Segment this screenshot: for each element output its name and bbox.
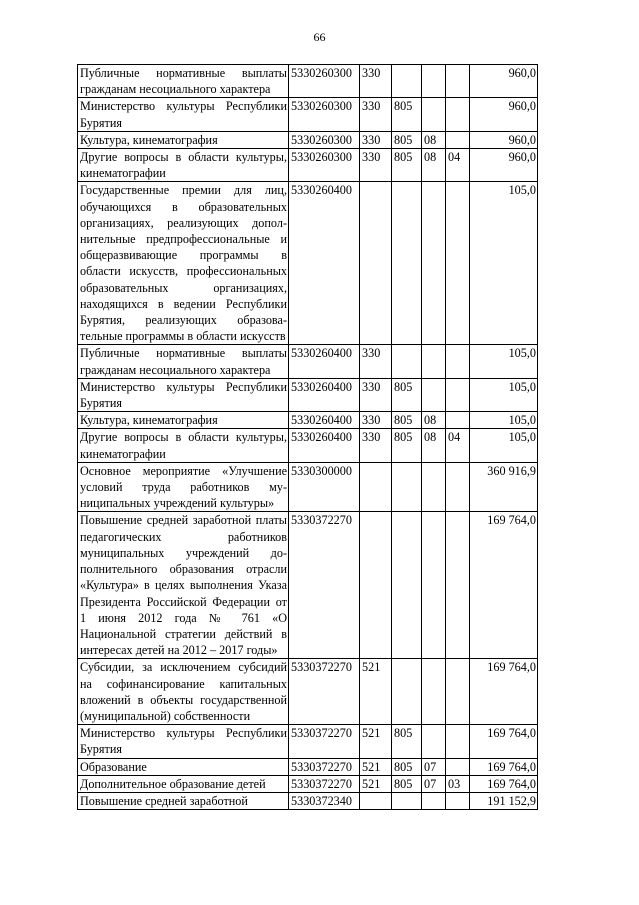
ministry-code: 805: [392, 149, 422, 182]
target-article-code: 5330260400: [289, 378, 360, 411]
subsection-code: 04: [446, 429, 470, 462]
expense-type-code: 330: [360, 149, 392, 182]
expense-type-code: 330: [360, 131, 392, 148]
section-code: 07: [422, 758, 446, 775]
amount: 960,0: [470, 98, 538, 131]
expense-type-code: 330: [360, 345, 392, 378]
section-code: 08: [422, 429, 446, 462]
target-article-code: 5330372270: [289, 775, 360, 792]
ministry-code: [392, 659, 422, 725]
expense-type-code: 521: [360, 775, 392, 792]
table-row: [78, 378, 538, 411]
ministry-code: [392, 345, 422, 378]
table-row: [78, 725, 538, 758]
target-article-code: 5330372270: [289, 758, 360, 775]
ministry-code: 805: [392, 412, 422, 429]
subsection-code: [446, 378, 470, 411]
subsection-code: [446, 131, 470, 148]
row-name: Повышение средней заработной платы педагогических работников муниципальных учреждений дополнительного образования отрасли «Культура» в целях выполнения Указа Президента Российской Федерации от 1 июня 2012 года № 761 «О Национальной стратегии действий в интересах детей на 2012 – 2017 годы»: [78, 512, 289, 659]
amount: 960,0: [470, 65, 538, 98]
table-row: [78, 131, 538, 148]
table-row: [78, 65, 538, 98]
subsection-code: [446, 462, 470, 512]
budget-table-body: [78, 65, 538, 810]
ministry-code: [392, 182, 422, 345]
row-name: Государственные премии для лиц, обучающихся в образовательных организациях, реализующих дополнительные предпрофессиональные и общеразвивающие программы в области искусств, профессиональных образовательных организациях, находящихся в ведении Республики Бурятия, реализующих образовательные программы в области искусств: [78, 182, 289, 345]
row-name: Публичные нормативные выплаты гражданам несоциального характера: [78, 65, 289, 98]
row-name: Образование: [78, 758, 289, 775]
section-code: [422, 659, 446, 725]
page-number: 66: [313, 30, 326, 44]
amount: 169 764,0: [470, 775, 538, 792]
subsection-code: [446, 792, 470, 809]
target-article-code: 5330372270: [289, 659, 360, 725]
expense-type-code: 330: [360, 412, 392, 429]
section-code: [422, 182, 446, 345]
section-code: [422, 512, 446, 659]
row-name: Повышение средней заработной: [78, 792, 289, 809]
subsection-code: [446, 512, 470, 659]
ministry-code: 805: [392, 378, 422, 411]
target-article-code: 5330260300: [289, 98, 360, 131]
amount: 105,0: [470, 345, 538, 378]
section-code: [422, 462, 446, 512]
section-code: [422, 65, 446, 98]
row-name: Субсидии, за исключением субсидий на софинансирование капитальных вложений в объекты государственной (муниципальной) собственности: [78, 659, 289, 725]
section-code: [422, 345, 446, 378]
ministry-code: 805: [392, 98, 422, 131]
target-article-code: 5330260400: [289, 412, 360, 429]
expense-type-code: 521: [360, 725, 392, 758]
expense-type-code: 330: [360, 429, 392, 462]
table-row: [78, 659, 538, 725]
row-name: Министерство культуры Республики Бурятия: [78, 725, 289, 758]
amount: 191 152,9: [470, 792, 538, 809]
amount: 105,0: [470, 429, 538, 462]
table-row: [78, 429, 538, 462]
table-row: [78, 412, 538, 429]
amount: 169 764,0: [470, 659, 538, 725]
expense-type-code: 330: [360, 98, 392, 131]
subsection-code: [446, 182, 470, 345]
target-article-code: 5330260400: [289, 345, 360, 378]
table-row: [78, 775, 538, 792]
row-name: Министерство культуры Республики Бурятия: [78, 98, 289, 131]
ministry-code: 805: [392, 775, 422, 792]
subsection-code: [446, 345, 470, 378]
row-name: Публичные нормативные выплаты гражданам несоциального характера: [78, 345, 289, 378]
table-row: [78, 462, 538, 512]
expense-type-code: 521: [360, 758, 392, 775]
expense-type-code: [360, 792, 392, 809]
amount: 360 916,9: [470, 462, 538, 512]
amount: 169 764,0: [470, 725, 538, 758]
amount: 105,0: [470, 182, 538, 345]
amount: 105,0: [470, 412, 538, 429]
table-row: [78, 792, 538, 809]
amount: 960,0: [470, 131, 538, 148]
target-article-code: 5330300000: [289, 462, 360, 512]
expense-type-code: 330: [360, 65, 392, 98]
table-row: [78, 345, 538, 378]
amount: 169 764,0: [470, 512, 538, 659]
section-code: [422, 378, 446, 411]
section-code: 07: [422, 775, 446, 792]
subsection-code: [446, 98, 470, 131]
table-row: [78, 149, 538, 182]
row-name: Дополнительное образование детей: [78, 775, 289, 792]
budget-table: [77, 64, 538, 810]
ministry-code: [392, 462, 422, 512]
ministry-code: [392, 512, 422, 659]
section-code: 08: [422, 412, 446, 429]
table-row: [78, 512, 538, 659]
target-article-code: 5330260400: [289, 429, 360, 462]
target-article-code: 5330260400: [289, 182, 360, 345]
table-row: [78, 182, 538, 345]
ministry-code: [392, 65, 422, 98]
target-article-code: 5330260300: [289, 149, 360, 182]
row-name: Другие вопросы в области культуры, кинематографии: [78, 149, 289, 182]
row-name: Основное мероприятие «Улучшение условий труда работников муниципальных учреждений культуры»: [78, 462, 289, 512]
ministry-code: 805: [392, 725, 422, 758]
expense-type-code: [360, 462, 392, 512]
target-article-code: 5330260300: [289, 65, 360, 98]
target-article-code: 5330372270: [289, 512, 360, 659]
ministry-code: 805: [392, 429, 422, 462]
row-name: Культура, кинематография: [78, 131, 289, 148]
section-code: [422, 792, 446, 809]
ministry-code: 805: [392, 758, 422, 775]
ministry-code: 805: [392, 131, 422, 148]
ministry-code: [392, 792, 422, 809]
target-article-code: 5330260300: [289, 131, 360, 148]
subsection-code: [446, 758, 470, 775]
row-name: Другие вопросы в области культуры, кинематографии: [78, 429, 289, 462]
target-article-code: 5330372270: [289, 725, 360, 758]
subsection-code: 03: [446, 775, 470, 792]
expense-type-code: 521: [360, 659, 392, 725]
target-article-code: 5330372340: [289, 792, 360, 809]
row-name: Культура, кинематография: [78, 412, 289, 429]
expense-type-code: 330: [360, 378, 392, 411]
section-code: [422, 725, 446, 758]
subsection-code: [446, 659, 470, 725]
table-row: [78, 758, 538, 775]
section-code: 08: [422, 131, 446, 148]
amount: 105,0: [470, 378, 538, 411]
section-code: 08: [422, 149, 446, 182]
amount: 169 764,0: [470, 758, 538, 775]
subsection-code: [446, 65, 470, 98]
subsection-code: 04: [446, 149, 470, 182]
amount: 960,0: [470, 149, 538, 182]
row-name: Министерство культуры Республики Бурятия: [78, 378, 289, 411]
table-row: [78, 98, 538, 131]
subsection-code: [446, 412, 470, 429]
section-code: [422, 98, 446, 131]
expense-type-code: [360, 512, 392, 659]
expense-type-code: [360, 182, 392, 345]
subsection-code: [446, 725, 470, 758]
